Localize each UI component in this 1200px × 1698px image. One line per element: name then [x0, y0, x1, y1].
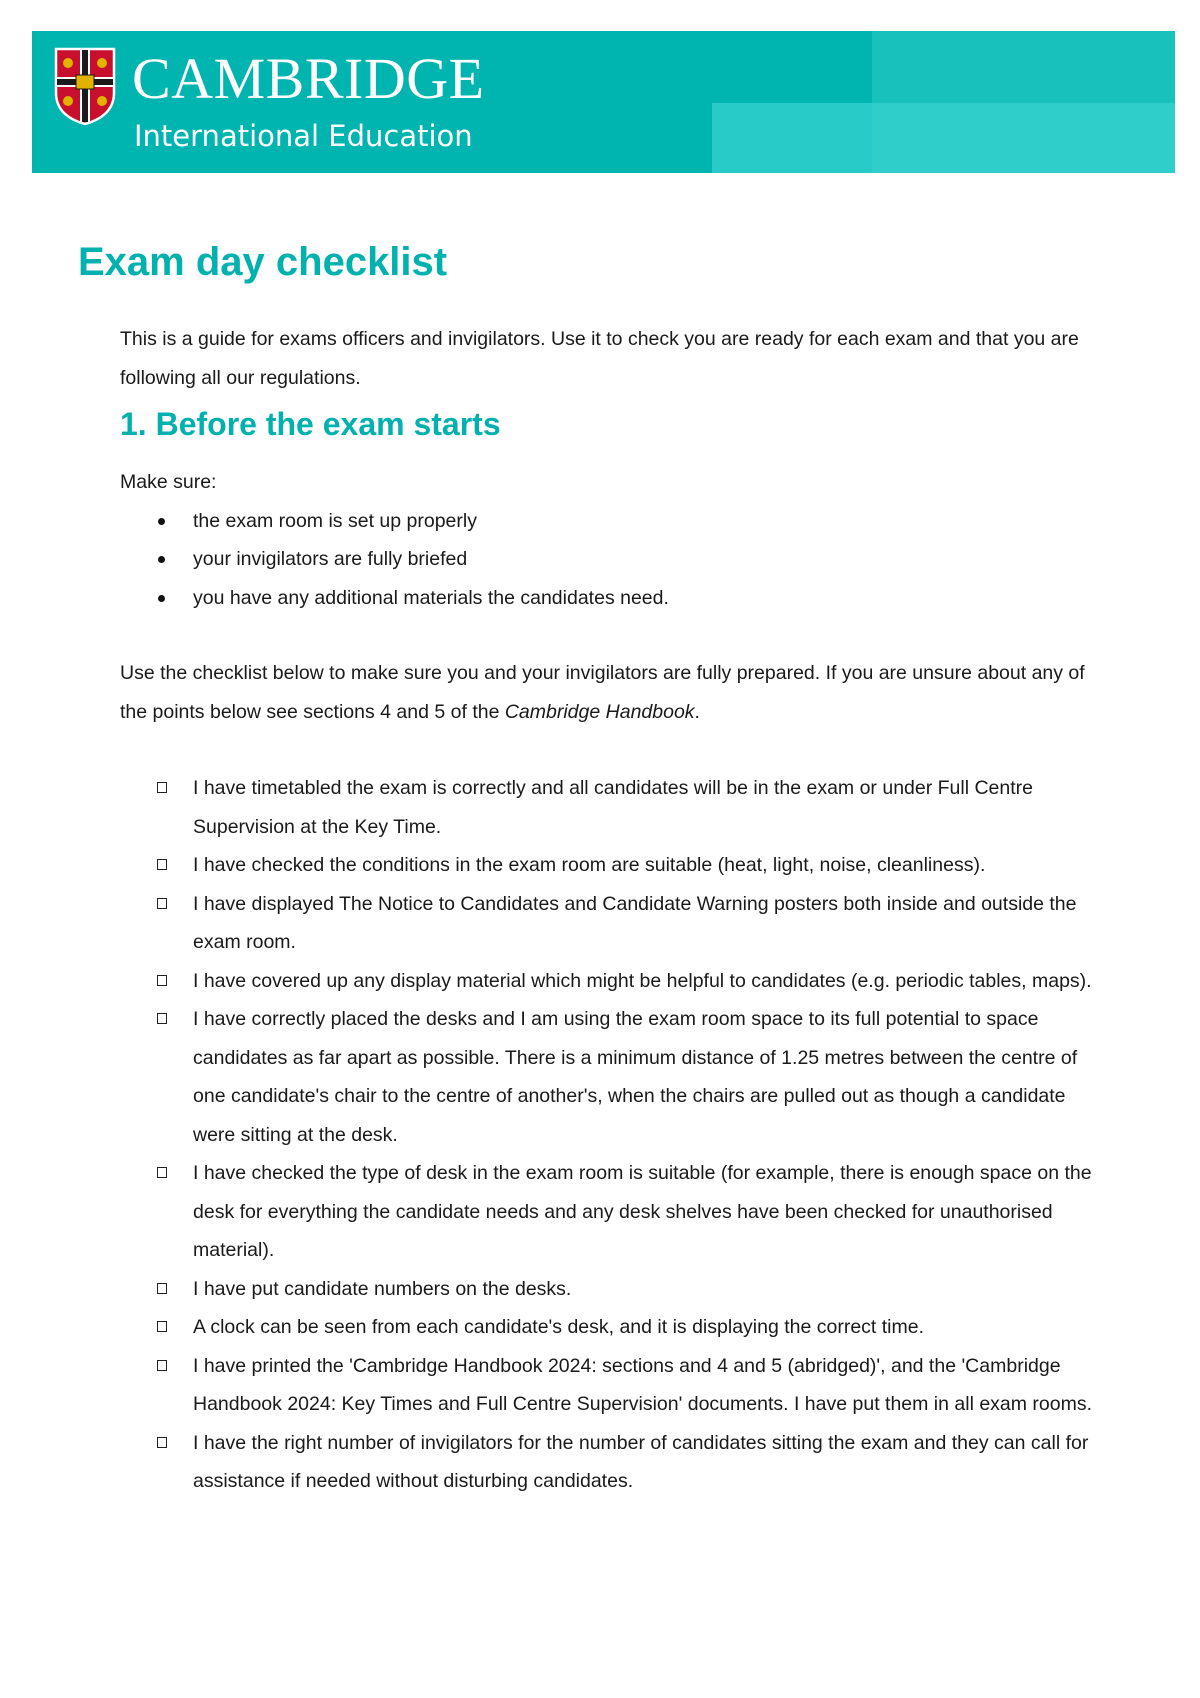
- section-heading: 1. Before the exam starts: [120, 406, 501, 442]
- list-item-text: the exam room is set up properly: [193, 509, 477, 532]
- checkbox-icon[interactable]: [157, 1013, 167, 1024]
- banner-accent-block: [872, 103, 1175, 173]
- header-banner: [32, 31, 1175, 173]
- checkbox-icon[interactable]: [157, 782, 167, 793]
- checklist-item-text: I have correctly placed the desks and I am using the exam room space to its full potential to space candidates as far apart as possible. There is a minimum distance of 1.25 metres between the centre of one candidate's chair to the centre of another's, when the chairs are pulled out as though a candidate were sitting at the desk.: [193, 1008, 1078, 1146]
- checklist-item-text: I have timetabled the exam is correctly and all candidates will be in the exam or under Full Centre Supervision at the Key Time.: [193, 777, 1034, 838]
- list-item-text: your invigilators are fully briefed: [193, 548, 468, 570]
- checklist-item: [120, 769, 1110, 846]
- checkbox-icon[interactable]: [157, 1283, 167, 1294]
- list-item: [120, 502, 1110, 541]
- list-item: [120, 540, 1110, 579]
- handbook-title: Cambridge Handbook: [504, 700, 695, 723]
- checklist-item: [120, 885, 1110, 962]
- checklist-item: [120, 1424, 1110, 1501]
- bullet-icon: [158, 595, 165, 602]
- checklist-item-text: I have put candidate numbers on the desks.: [193, 1277, 572, 1300]
- bullet-list: [120, 502, 1110, 618]
- checklist-item-text: I have checked the type of desk in the exam room is suitable (for example, there is enough space on the desk for everything the candidate needs and any desk shelves have been checked for unauthorised material).: [193, 1162, 1092, 1261]
- bullet-icon: [158, 518, 165, 525]
- checklist-item: [120, 1154, 1110, 1270]
- bullet-icon: [158, 556, 165, 563]
- checkbox-icon[interactable]: [157, 859, 167, 870]
- document-body: [120, 320, 1110, 1501]
- checklist-item-text: I have the right number of invigilators for the number of candidates sitting the exam and they can call for assistance if needed without disturbing candidates.: [193, 1431, 1089, 1492]
- checkbox-icon[interactable]: [157, 1321, 167, 1332]
- intro-paragraph: This is a guide for exams officers and invigilators. Use it to check you are ready for each exam and that you are following all our regulations.: [120, 328, 1079, 389]
- checklist-item: [120, 1308, 1110, 1347]
- checkbox-icon[interactable]: [157, 1167, 167, 1178]
- checkbox-icon[interactable]: [157, 898, 167, 909]
- checklist-item: [120, 1000, 1110, 1154]
- checklist-item: [120, 1347, 1110, 1424]
- checklist-item: [120, 1270, 1110, 1309]
- checklist-item: [120, 962, 1110, 1001]
- checklist: [120, 769, 1110, 1501]
- checkbox-icon[interactable]: [157, 1437, 167, 1448]
- cambridge-crest-icon: [54, 47, 116, 125]
- list-item: [120, 579, 1110, 618]
- checklist-item: [120, 846, 1110, 885]
- banner-accent-block: [872, 31, 1175, 103]
- guidance-text-end: .: [694, 700, 700, 723]
- page-title: Exam day checklist: [78, 240, 448, 284]
- checklist-item-text: A clock can be seen from each candidate's desk, and it is displaying the correct time.: [193, 1316, 925, 1338]
- checklist-item-text: I have checked the conditions in the exam room are suitable (heat, light, noise, cleanliness).: [193, 854, 986, 876]
- guidance-paragraph: [120, 654, 1110, 731]
- checklist-item-text: I have displayed The Notice to Candidates and Candidate Warning posters both inside and outside the exam room.: [193, 892, 1077, 953]
- list-item-text: you have any additional materials the candidates need.: [193, 586, 669, 609]
- checklist-item-text: I have printed the 'Cambridge Handbook 2024: sections and 4 and 5 (abridged)', and the 'Cambridge Handbook 2024: Key Times and Full Centre Supervision' documents. I have put them in all exam rooms.: [193, 1354, 1093, 1415]
- make-sure-lead: Make sure:: [120, 471, 217, 493]
- brand-name: CAMBRIDGE: [132, 46, 485, 111]
- checklist-item-text: I have covered up any display material which might be helpful to candidates (e.g. periodic tables, maps).: [193, 969, 1092, 992]
- guidance-text: Use the checklist below to make sure you and your invigilators are fully prepared. If you are unsure about any of the points below see sections 4 and 5 of the: [120, 662, 1085, 723]
- checkbox-icon[interactable]: [157, 1360, 167, 1371]
- checkbox-icon[interactable]: [157, 975, 167, 986]
- brand-subtitle: International Education: [134, 119, 473, 153]
